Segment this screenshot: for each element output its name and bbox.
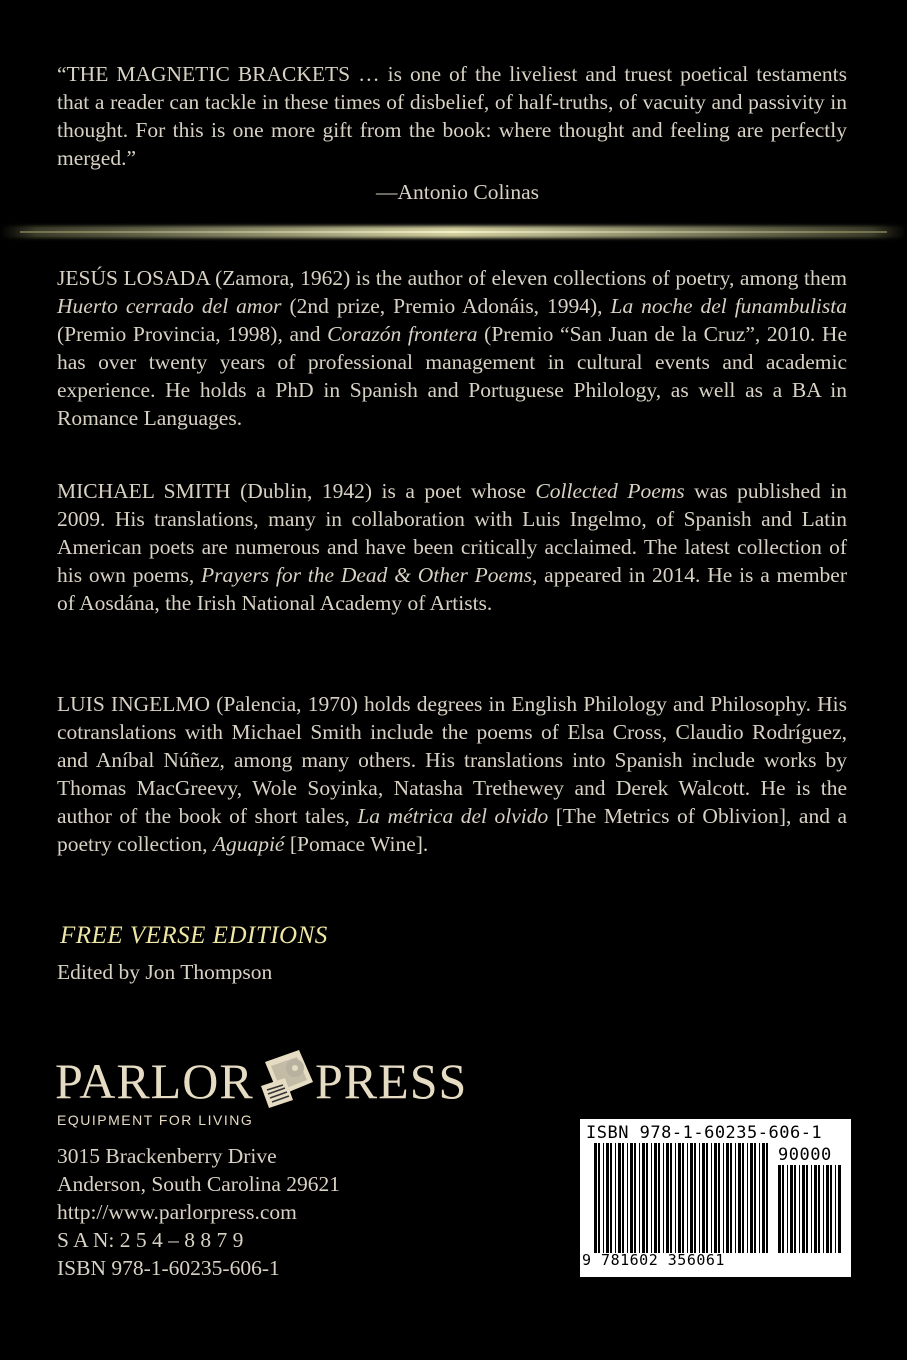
barcode-bar: [651, 1143, 652, 1253]
barcode-bar: [687, 1143, 688, 1253]
barcode-bar: [634, 1143, 636, 1253]
barcode-bar: [678, 1143, 681, 1253]
book-scroll-icon: [255, 1042, 319, 1112]
quote-text: “THE MAGNETIC BRACKETS … is one of the liveliest and truest poetical testaments that a reader can tackle in these times of disbelief, of half-truths, of vacuity and passivity in thought. For this is one more gift from the book: where thought and feeling are perfectly merged.”: [57, 62, 847, 170]
barcode-bar: [742, 1143, 744, 1253]
barcode-bar: [658, 1143, 660, 1253]
barcode-bar: [826, 1165, 829, 1253]
barcode-bar: [747, 1143, 748, 1253]
barcode-bar: [694, 1143, 696, 1253]
barcode-price-code: 90000: [778, 1145, 832, 1165]
barcode-bar: [598, 1143, 600, 1253]
book-title: Collected Poems: [535, 479, 685, 503]
barcode-bar: [811, 1165, 812, 1253]
barcode-isbn-label: ISBN 978-1-60235-606-1: [586, 1123, 823, 1143]
bio-ingelmo: LUIS INGELMO (Palencia, 1970) holds degrees in English Philology and Philosophy. His cotranslations with Michael Smith include the poems of Elsa Cross, Claudio Rodríguez, and Aníbal Núñez, among many others. His translations into Spanish include works by Thomas MacGreevy, Wole Soyinka, Natasha Trethewey and Derek Walcott. He is the author of the book of short tales, La métrica del olvido [The Metrics of Oblivion], and a poetry collection, Aguapié [Pomace Wine].: [57, 692, 847, 856]
barcode-bar: [814, 1165, 817, 1253]
quote-attribution: —Antonio Colinas: [376, 180, 540, 204]
series-editor: Edited by Jon Thompson: [57, 960, 273, 984]
barcode-bar: [615, 1143, 616, 1253]
barcode-bar: [823, 1165, 824, 1253]
barcode-bar: [618, 1143, 621, 1253]
series-title: FREE VERSE EDITIONS: [60, 922, 328, 949]
barcode-bar: [670, 1143, 672, 1253]
address-street: 3015 Brackenberry Drive: [57, 1144, 277, 1168]
barcode-bar: [738, 1143, 741, 1253]
barcode-bar: [706, 1143, 708, 1253]
logo-tagline: EQUIPMENT FOR LIVING: [57, 1112, 254, 1128]
book-title: La noche del funambulista: [610, 294, 847, 318]
barcode-bar: [726, 1143, 729, 1253]
barcode-digits: 9 781602 356061: [582, 1251, 725, 1269]
barcode-bar: [630, 1143, 633, 1253]
isbn-barcode: [580, 1119, 851, 1277]
barcode-bar: [603, 1143, 604, 1253]
barcode-bar: [735, 1143, 736, 1253]
barcode-bar: [782, 1165, 784, 1253]
barcode-bar: [682, 1143, 684, 1253]
barcode-bar: [594, 1143, 597, 1253]
barcode-bar: [675, 1143, 676, 1253]
barcode-bar: [654, 1143, 657, 1253]
barcode-bar: [723, 1143, 724, 1253]
barcode-bar: [835, 1165, 836, 1253]
barcode-bar: [714, 1143, 717, 1253]
publisher-isbn: ISBN 978-1-60235-606-1: [57, 1256, 280, 1280]
barcode-bar: [699, 1143, 700, 1253]
book-title: Corazón frontera: [327, 322, 478, 346]
barcode-bar: [646, 1143, 648, 1253]
barcode-addon-bars: [778, 1165, 842, 1253]
barcode-bar: [794, 1165, 796, 1253]
barcode-bar: [663, 1143, 664, 1253]
parlor-press-logo: [55, 1042, 495, 1132]
barcode-bar: [610, 1143, 612, 1253]
barcode-bar: [711, 1143, 712, 1253]
book-title: Prayers for the Dead & Other Poems: [201, 563, 532, 587]
publisher-website: http://www.parlorpress.com: [57, 1200, 297, 1224]
barcode-bar: [759, 1143, 760, 1253]
logo-word-press: PRESS: [315, 1053, 468, 1109]
barcode-bar: [750, 1143, 753, 1253]
barcode-bar: [606, 1143, 609, 1253]
barcode-bar: [622, 1143, 624, 1253]
book-title: Aguapié: [212, 832, 285, 856]
blurb-quote: [57, 60, 847, 172]
bio-losada: JESÚS LOSADA (Zamora, 1962) is the author of eleven collections of poetry, among them Huerto cerrado del amor (2nd prize, Premio Adonáis, 1994), La noche del funambulista (Premio Provincia, 1998), and Corazón frontera (Premio “San Juan de la Cruz”, 2010. He has over twenty years of professional management in cultural events and academic experience. He holds a PhD in Spanish and Portuguese Philology, as well as a BA in Romance Languages.: [57, 266, 848, 430]
barcode-bar: [818, 1165, 820, 1253]
barcode-bar: [806, 1165, 808, 1253]
publisher-address: [57, 1142, 340, 1282]
barcode-bar: [766, 1143, 768, 1253]
barcode-bar: [778, 1165, 781, 1253]
barcode-bar: [802, 1165, 805, 1253]
barcode-bar: [754, 1143, 756, 1253]
barcode-bar: [762, 1143, 765, 1253]
barcode-bar: [690, 1143, 693, 1253]
barcode-bar: [718, 1143, 720, 1253]
barcode-bar: [838, 1165, 841, 1253]
barcode-bar: [799, 1165, 800, 1253]
book-title: Huerto cerrado del amor: [57, 294, 282, 318]
barcode-bar: [666, 1143, 669, 1253]
publisher-san: S A N: 2 5 4 – 8 8 7 9: [57, 1228, 244, 1252]
barcode-bar: [642, 1143, 645, 1253]
gold-divider-core: [20, 231, 887, 233]
barcode-bar: [627, 1143, 628, 1253]
barcode-bar: [830, 1165, 832, 1253]
book-title: La métrica del olvido: [357, 804, 549, 828]
address-city: Anderson, South Carolina 29621: [57, 1172, 341, 1196]
logo-word-parlor: PARLOR: [55, 1053, 254, 1109]
barcode-bars: [594, 1143, 770, 1253]
bio-smith: MICHAEL SMITH (Dublin, 1942) is a poet whose Collected Poems was published in 2009. His translations, many in collaboration with Luis Ingelmo, of Spanish and Latin American poets are numerous and have been critically acclaimed. The latest collection of his own poems, Prayers for the Dead & Other Poems, appeared in 2014. He is a member of Aosdána, the Irish National Academy of Artists.: [57, 479, 847, 615]
barcode-bar: [730, 1143, 732, 1253]
barcode-bar: [702, 1143, 705, 1253]
barcode-bar: [639, 1143, 640, 1253]
barcode-bar: [790, 1165, 793, 1253]
barcode-bar: [787, 1165, 788, 1253]
